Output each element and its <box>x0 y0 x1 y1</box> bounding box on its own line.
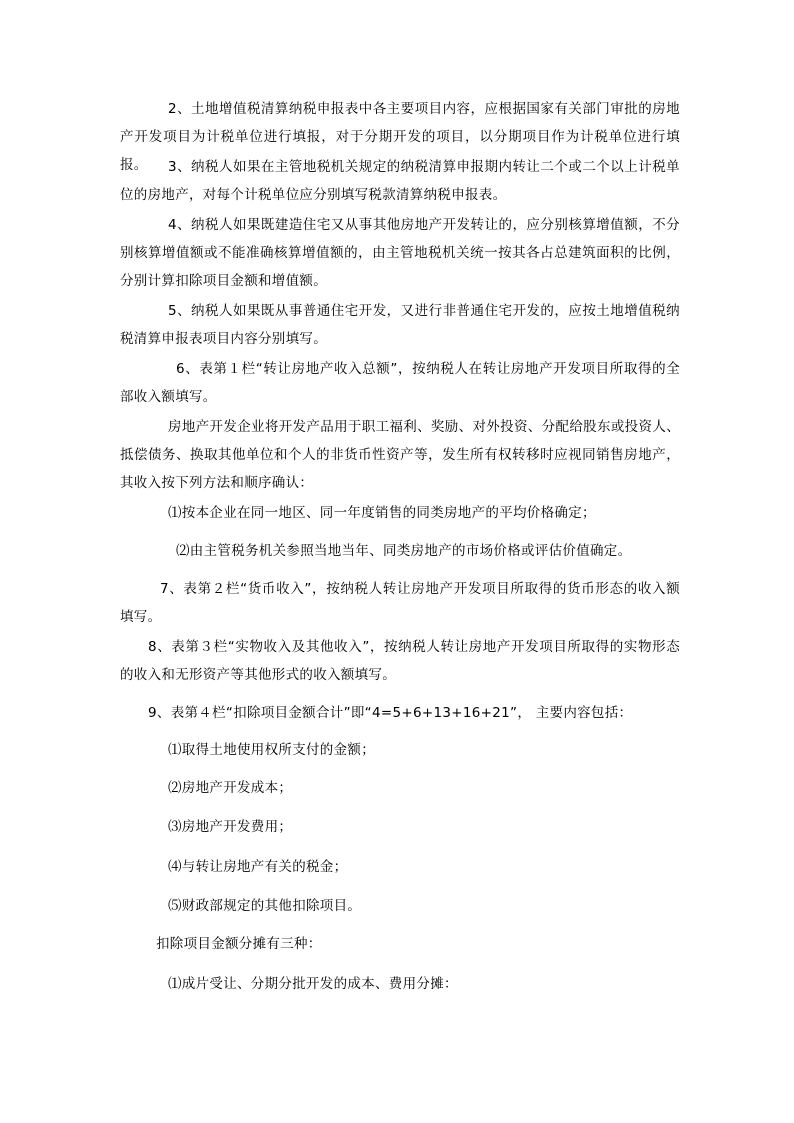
paragraph-item-7: 7、表第２栏“货币收入”，按纳税人转让房地产开发项目所取得的货币形态的收入额填写。 <box>120 581 680 625</box>
list-item-price-method-2: ⑵由主管税务机关参照当地当年、同类房地产的市场价格或评估价值确定。 <box>176 543 632 559</box>
paragraph-item-8: 8、表第３栏“实物收入及其他收入”，按纳税人转让房地产开发项目所取得的实物形态的收入和无形资产等其他形式的收入额填写。 <box>120 639 680 683</box>
paragraph-item-4: 4、纳税人如果既建造住宅又从事其他房地产开发转让的，应分别核算增值额，不分别核算增值额或不能准确核算增值额的，由主管地税机关统一按其各占总建筑面积的比例，分别计算扣除项目金额和增值额。 <box>120 217 680 289</box>
paragraph-item-2: 2、土地增值税清算纳税申报表中各主要项目内容，应根据国家有关部门审批的房地产开发项目为计税单位进行填报，对于分期开发的项目，以分期项目作为计税单位进行填报。 <box>120 101 680 173</box>
paragraph-real-estate-disposal: 房地产开发企业将开发产品用于职工福利、奖励、对外投资、分配给股东或投资人、抵偿债务、换取其他单位和个人的非货币性资产等，发生所有权转移时应视同销售房地产，其收入按下列方法和顺序确认： <box>120 419 680 491</box>
list-item-deduction-4: ⑷与转让房地产有关的税金； <box>168 859 348 875</box>
paragraph-item-5: 5、纳税人如果既从事普通住宅开发，又进行非普通住宅开发的，应按土地增值税纳税清算申报表项目内容分别填写。 <box>120 303 680 347</box>
paragraph-item-6: 6、表第１栏“转让房地产收入总额”，按纳税人在转让房地产开发项目所取得的全部收入额填写。 <box>120 361 680 405</box>
paragraph-item-9: 9、表第４栏“扣除项目金额合计”即“4=5+6+13+16+21”， 主要内容包括： <box>148 705 633 721</box>
paragraph-allocation-heading: 扣除项目金额分摊有三种： <box>156 936 322 952</box>
list-item-deduction-3: ⑶房地产开发费用； <box>168 819 293 835</box>
list-item-deduction-2: ⑵房地产开发成本； <box>168 780 293 796</box>
list-item-deduction-1: ⑴取得土地使用权所支付的金额； <box>168 742 375 758</box>
list-item-deduction-5: ⑸财政部规定的其他扣除项目。 <box>168 898 362 914</box>
list-item-allocation-1: ⑴成片受让、分期分批开发的成本、费用分摊： <box>168 976 458 992</box>
paragraph-item-3: 3、纳税人如果在主管地税机关规定的纳税清算申报期内转让二个或二个以上计税单位的房地产，对每个计税单位应分别填写税款清算纳税申报表。 <box>120 159 680 203</box>
list-item-price-method-1: ⑴按本企业在同一地区、同一年度销售的同类房地产的平均价格确定； <box>168 505 596 521</box>
